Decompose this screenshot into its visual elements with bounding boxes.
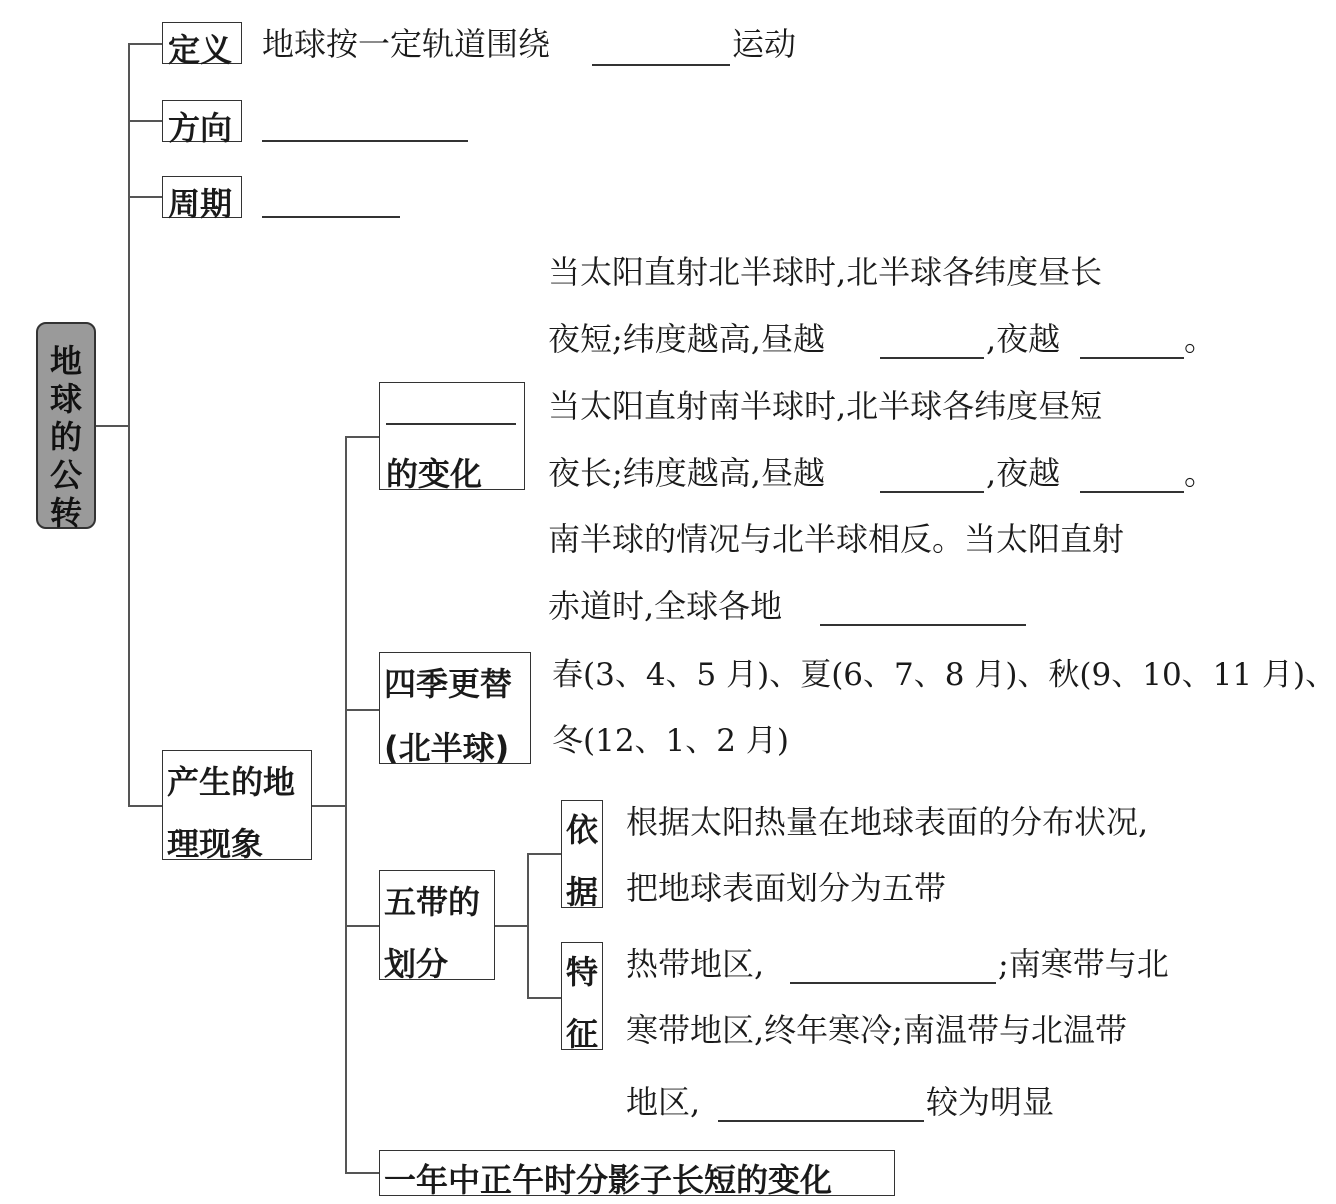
daynight-blank [880, 491, 984, 493]
connector [527, 853, 529, 998]
zones-box [379, 870, 495, 983]
features-label: 特 [566, 953, 599, 991]
features-text: 寒带地区,终年寒冷;南温带与北温带 [626, 1011, 1127, 1049]
daynight-text: ,夜越 [986, 454, 1061, 492]
daynight-text: 。 [1184, 320, 1217, 358]
connector [128, 805, 164, 807]
root-char: 地 [49, 342, 82, 380]
period-blank [262, 216, 400, 218]
daynight-text: 当太阳直射南半球时,北半球各纬度昼短 [548, 387, 1103, 425]
direction-blank [262, 140, 468, 142]
seasons-text: 冬(12、1、2 月) [552, 723, 789, 759]
root-char: 公 [49, 456, 82, 494]
daynight-label-blank [386, 423, 516, 425]
phenomena-label-line1: 产生的地 [167, 763, 296, 801]
definition-text-after: 运动 [732, 25, 797, 63]
daynight-text: 赤道时,全球各地 [548, 587, 783, 625]
daynight-blank [820, 624, 1026, 626]
connector [493, 925, 529, 927]
connector [128, 196, 164, 198]
daynight-text: ,夜越 [986, 320, 1061, 358]
connector [527, 853, 562, 855]
definition-text: 地球按一定轨道围绕 [262, 25, 551, 63]
daynight-label: 的变化 [386, 455, 483, 493]
connector [128, 43, 164, 45]
daynight-blank [880, 357, 984, 359]
daynight-text: 夜短;纬度越高,昼越 [548, 320, 825, 358]
daynight-text: 。 [1184, 454, 1217, 492]
features-text: 较为明显 [926, 1083, 1055, 1121]
connector [96, 425, 130, 427]
daynight-blank [1080, 357, 1184, 359]
basis-text: 根据太阳热量在地球表面的分布状况, [626, 803, 1149, 841]
features-blank [718, 1120, 924, 1122]
connector [345, 436, 347, 1173]
period-box [162, 176, 242, 223]
period-label: 周期 [168, 185, 233, 223]
daynight-text: 南半球的情况与北半球相反。当太阳直射 [548, 520, 1125, 558]
definition-box [162, 22, 242, 69]
features-box [561, 942, 603, 1053]
root-node-earth-revolution [36, 322, 96, 532]
basis-label: 据 [566, 873, 599, 911]
zones-label-line1: 五带的 [384, 883, 481, 921]
connector [128, 43, 130, 806]
root-char: 球 [49, 380, 82, 418]
daynight-blank [1080, 491, 1184, 493]
phenomena-label-line2: 理现象 [167, 825, 264, 863]
connector [128, 120, 164, 122]
phenomena-box [162, 750, 312, 863]
root-char: 转 [49, 494, 82, 532]
basis-label: 依 [566, 811, 599, 849]
root-char: 的 [49, 418, 82, 456]
seasons-box [379, 652, 531, 767]
connector [345, 925, 381, 927]
basis-box [561, 800, 603, 911]
direction-box [162, 100, 242, 147]
seasons-label-line1: 四季更替 [384, 665, 513, 703]
shadow-label: 一年中正午时分影子长短的变化 [384, 1161, 833, 1199]
seasons-label-line2: (北半球) [384, 729, 510, 767]
direction-label: 方向 [168, 109, 233, 147]
definition-label: 定义 [168, 31, 233, 69]
connector [345, 709, 381, 711]
daynight-box [379, 382, 525, 493]
seasons-text: 春(3、4、5 月)、夏(6、7、8 月)、秋(9、10、11 月)、 [552, 657, 1336, 693]
features-text: 地区, [626, 1083, 701, 1121]
features-text: ;南寒带与北 [998, 945, 1169, 983]
daynight-text: 夜长;纬度越高,昼越 [548, 454, 825, 492]
connector [527, 997, 562, 999]
shadow-box [379, 1150, 895, 1199]
connector [345, 1172, 381, 1174]
zones-label-line2: 划分 [384, 945, 449, 983]
connector [345, 436, 381, 438]
connector [311, 805, 347, 807]
definition-blank [592, 64, 730, 66]
basis-text: 把地球表面划分为五带 [626, 869, 947, 907]
features-text: 热带地区, [626, 945, 765, 983]
daynight-text: 当太阳直射北半球时,北半球各纬度昼长 [548, 253, 1103, 291]
features-blank [790, 982, 996, 984]
features-label: 征 [566, 1015, 599, 1053]
